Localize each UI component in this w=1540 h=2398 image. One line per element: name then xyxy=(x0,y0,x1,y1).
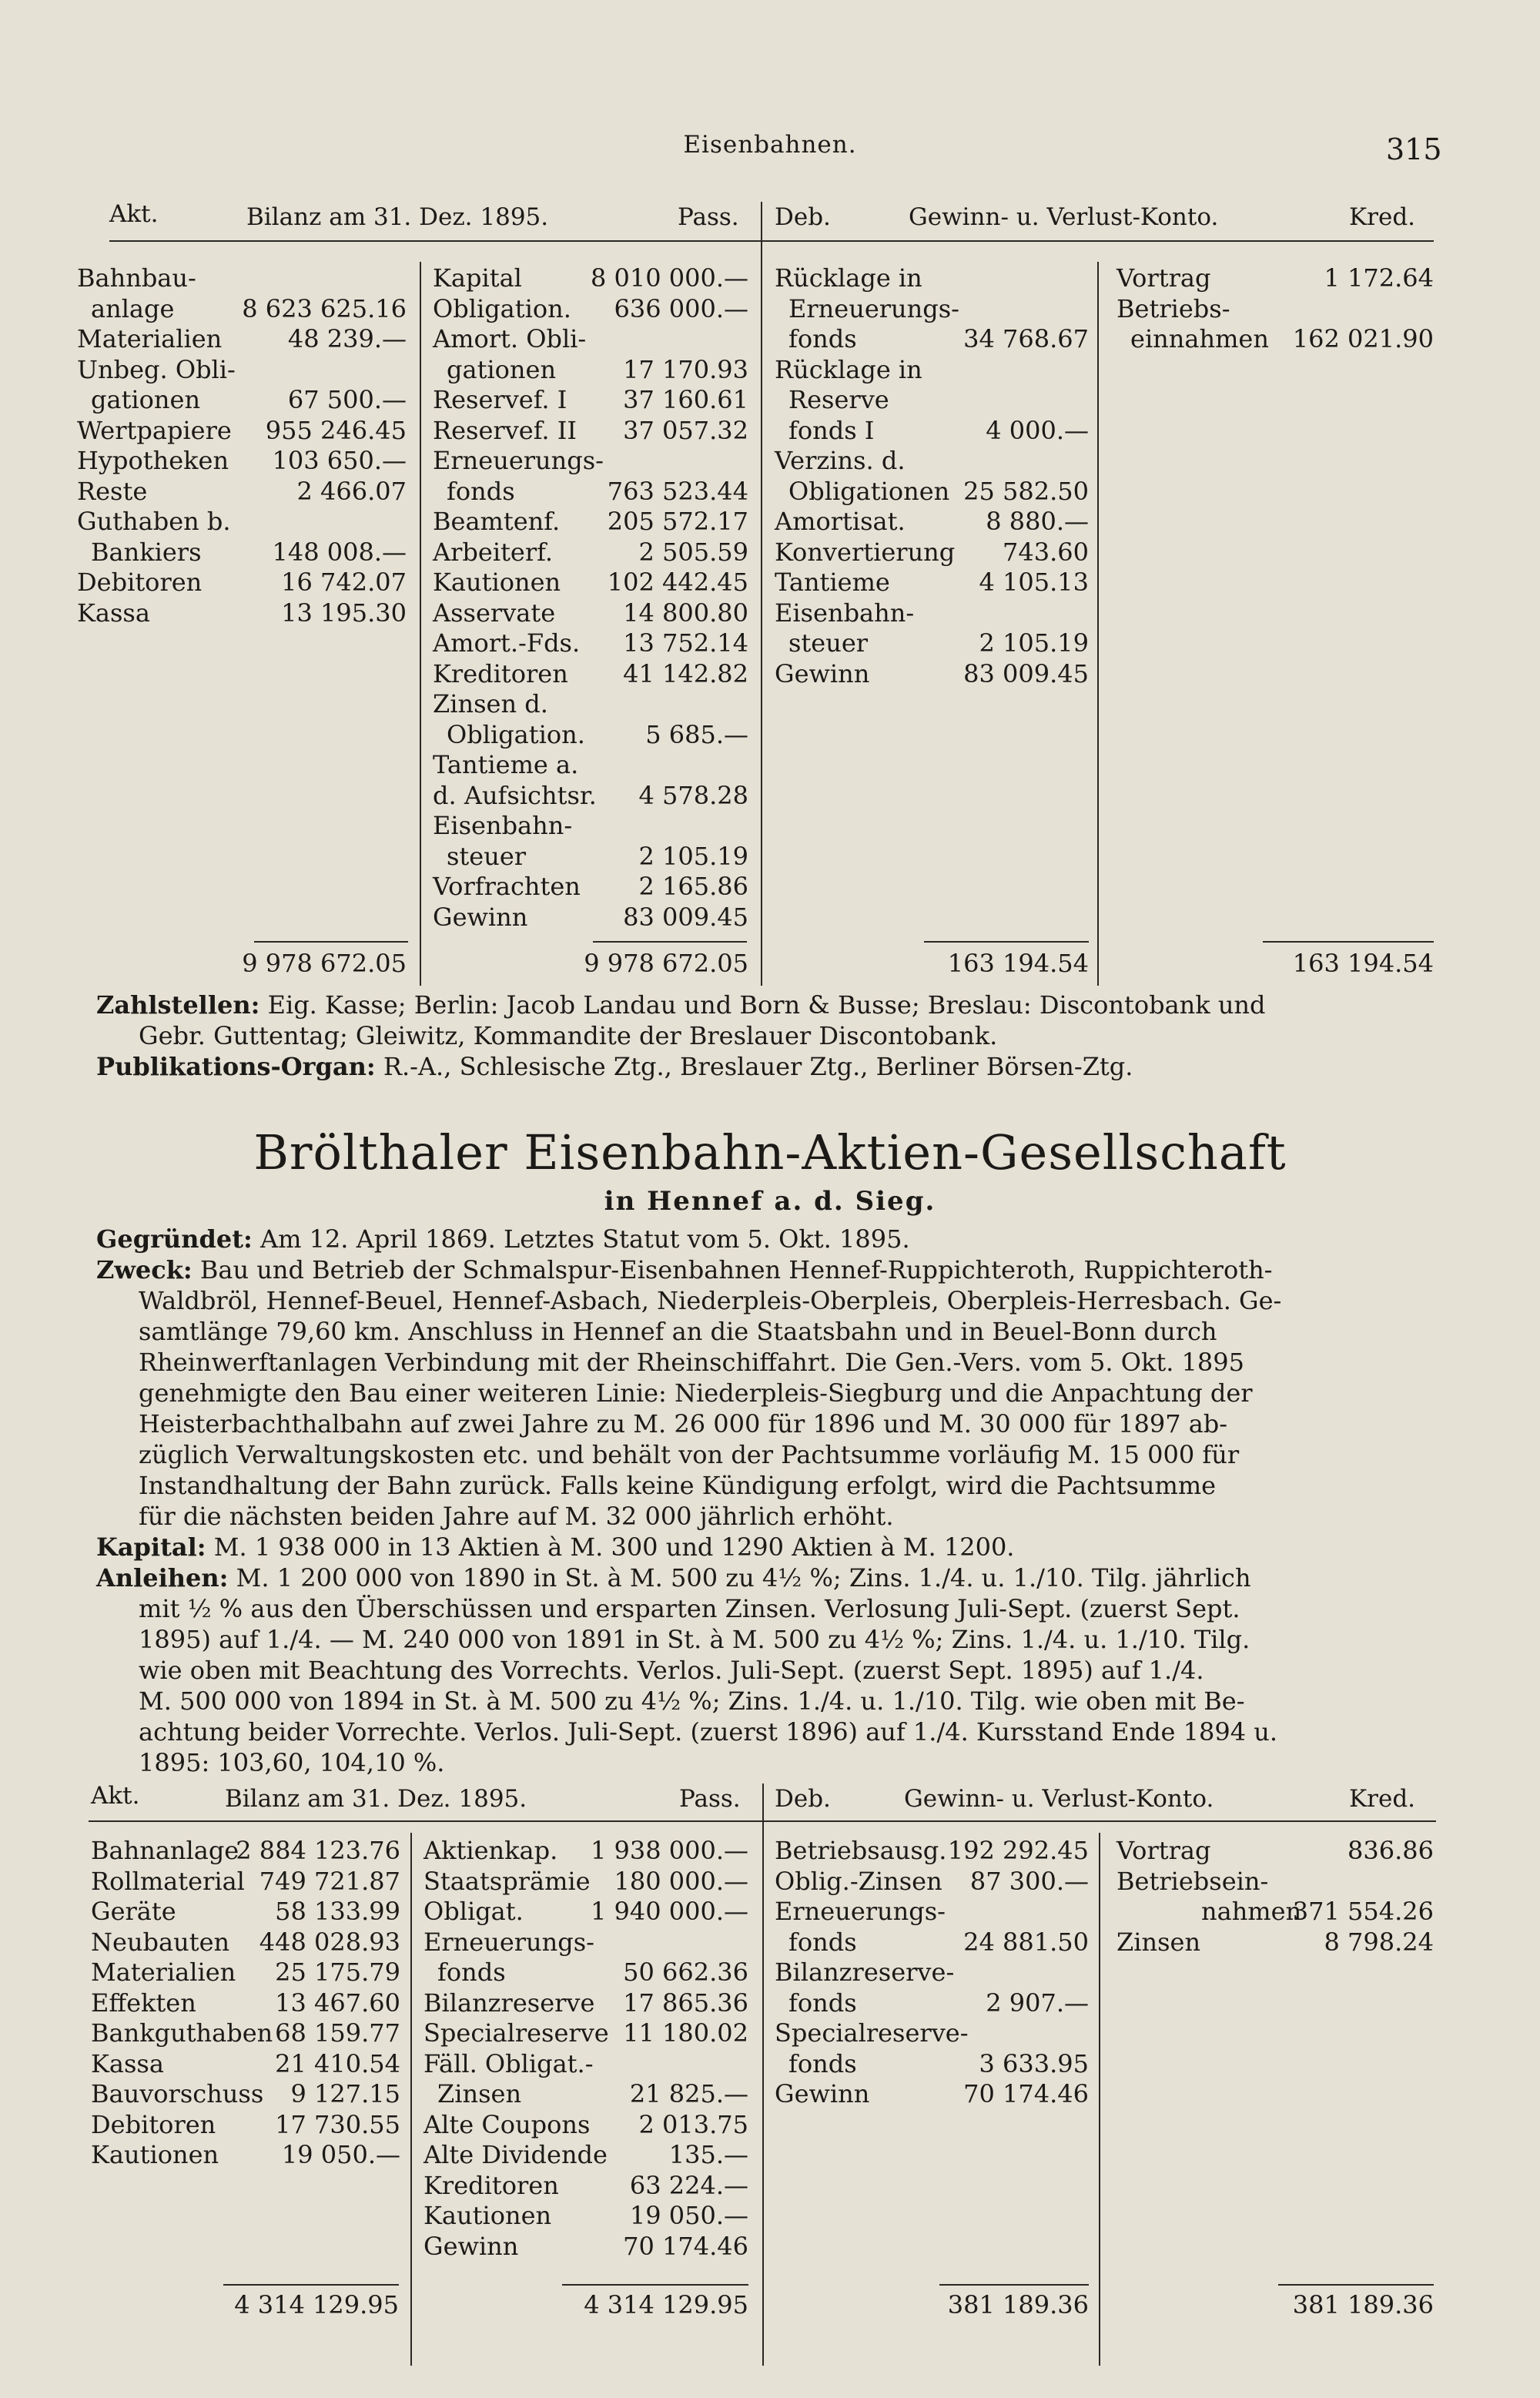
table-row: Debitoren 16 742.07 xyxy=(77,568,407,597)
table-row: Bahnanlage 2 884 123.76 xyxy=(91,1836,400,1865)
bottom-bilanz-divider xyxy=(410,1833,412,2366)
top-bilanz-total-assets: 9 978 672.05 xyxy=(242,949,407,978)
table-row: Gewinn 83 009.45 xyxy=(775,658,1089,688)
anleihen-line-7: 1895: 103,60, 104,10 %. xyxy=(139,1748,445,1777)
bottom-guv-credit-total-rule xyxy=(1278,2284,1434,2286)
table-row: fonds 34 768.67 xyxy=(788,324,1089,353)
kapital-line: Kapital: M. 1 938 000 in 13 Aktien à M. 300 und 1290 Aktien à M. 1200. xyxy=(96,1532,1015,1562)
table-row: Asservate 14 800.80 xyxy=(433,598,748,628)
section-header: Eisenbahnen. xyxy=(683,131,857,159)
table-row: gationen 67 500.— xyxy=(91,385,407,414)
anleihen-line-4: wie oben mit Beachtung des Vorrechts. Verlos. Juli-Sept. (zuerst Sept. 1895) auf 1./4. xyxy=(139,1656,1204,1685)
top-bilanz-liab-total-rule xyxy=(593,941,747,943)
table-row: fonds 2 907.— xyxy=(788,1988,1089,2018)
zahlstellen-continuation: Gebr. Guttentag; Gleiwitz, Kommandite der Breslauer Discontobank. xyxy=(139,1021,998,1050)
bottom-bilanz-liab-total-rule xyxy=(562,2284,748,2286)
table-row: Materialien 25 175.79 xyxy=(91,1958,400,1987)
table-row: Arbeiterf. 2 505.59 xyxy=(433,537,748,567)
bottom-guv-credit xyxy=(1116,1836,1434,1958)
table-row: Reservef. II 37 057.32 xyxy=(433,415,748,445)
top-guv-total-debit: 163 194.54 xyxy=(947,949,1089,978)
top-guv-credit-total-rule xyxy=(1263,941,1434,943)
anleihen-line-6: achtung beider Vorrechte. Verlos. Juli-Sept. (zuerst 1896) auf 1./4. Kursstand Ende 1894 u. xyxy=(139,1717,1278,1747)
table-row: Staatsprämie 180 000.— xyxy=(424,1866,748,1896)
anleihen-line-1: Anleihen: M. 1 200 000 von 1890 in St. à M. 500 zu 4½ %; Zins. 1./4. u. 1./10. Tilg. jährlich xyxy=(96,1563,1251,1593)
table-row: Alte Dividende 135.— xyxy=(424,2140,748,2169)
table-row: nahmen 371 554.26 xyxy=(1201,1897,1434,1926)
table-row: Verzins. d. xyxy=(775,446,906,475)
bottom-guv-debit xyxy=(775,1836,1089,2110)
table-row: Wertpapiere 955 246.45 xyxy=(77,415,407,445)
table-row: steuer 2 105.19 xyxy=(788,628,1089,658)
zweck-line-1: Zweck: Bau und Betrieb der Schmalspur-Eisenbahnen Hennef-Ruppichteroth, Ruppichteroth- xyxy=(96,1255,1273,1284)
zweck-line-2: Waldbröl, Hennef-Beuel, Hennef-Asbach, Niederpleis-Oberpleis, Oberpleis-Herresbach. Ge- xyxy=(139,1286,1282,1315)
top-bilanz-assets xyxy=(77,263,407,628)
zweck-line-6: Heisterbachthalbahn auf zwei Jahre zu M. 26 000 für 1896 und M. 30 000 für 1897 ab- xyxy=(139,1409,1228,1438)
bottom-guv-divider xyxy=(1099,1833,1100,2366)
publikations-organ-line: Publikations-Organ: R.-A., Schlesische Ztg., Breslauer Ztg., Berliner Börsen-Ztg. xyxy=(96,1052,1133,1081)
page-number: 315 xyxy=(1386,132,1442,166)
table-row: fonds I 4 000.— xyxy=(788,415,1089,445)
top-bilanz-divider xyxy=(420,262,421,986)
gegruendet-line: Gegründet: Am 12. April 1869. Letztes Statut vom 5. Okt. 1895. xyxy=(96,1224,910,1254)
bottom-bilanz-akt-label: Akt. xyxy=(91,1782,140,1810)
zweck-line-5: genehmigte den Bau einer weiteren Linie: Niederpleis-Siegburg und die Anpachtung der xyxy=(139,1378,1253,1408)
table-row: Reservef. I 37 160.61 xyxy=(433,385,748,414)
table-row: Debitoren 17 730.55 xyxy=(91,2109,400,2139)
table-row: Beamtenf. 205 572.17 xyxy=(433,507,748,536)
table-row: Kapital 8 010 000.— xyxy=(433,263,748,293)
company-location: in Hennef a. d. Sieg. xyxy=(604,1186,936,1217)
zweck-line-4: Rheinwerftanlagen Verbindung mit der Rheinschiffahrt. Die Gen.-Vers. vom 5. Okt. 1895 xyxy=(139,1348,1244,1377)
table-row: Vortrag 1 172.64 xyxy=(1116,263,1434,293)
bottom-guv-total-debit: 381 189.36 xyxy=(947,2290,1089,2319)
table-row: Bilanzreserve 17 865.36 xyxy=(424,1988,748,2018)
table-row: Bahnbau- xyxy=(77,263,196,293)
top-bilanz-assets-total-rule xyxy=(254,941,408,943)
table-row: fonds 50 662.36 xyxy=(437,1958,748,1987)
top-guv-credit xyxy=(1116,263,1434,355)
top-bilanz-liabilities xyxy=(433,263,748,933)
zweck-line-3: samtlänge 79,60 km. Anschluss in Hennef an die Staatsbahn und in Beuel-Bonn durch xyxy=(139,1317,1217,1346)
top-center-divider xyxy=(761,202,762,986)
zweck-line-7: züglich Verwaltungskosten etc. und behält von der Pachtsumme vorläufig M. 15 000 für xyxy=(139,1440,1240,1469)
table-row: Bauvorschuss 9 127.15 xyxy=(91,2079,400,2108)
table-row: Erneuerungs- xyxy=(775,1897,946,1926)
table-row: Kautionen 102 442.45 xyxy=(433,568,748,597)
zahlstellen-line: Zahlstellen: Eig. Kasse; Berlin: Jacob Landau und Born & Busse; Breslau: Discontobank und xyxy=(96,990,1266,1020)
table-row: Vorfrachten 2 165.86 xyxy=(433,872,748,901)
table-row: Gewinn 83 009.45 xyxy=(433,902,748,932)
table-row: Aktienkap. 1 938 000.— xyxy=(424,1836,748,1865)
table-row: fonds 24 881.50 xyxy=(788,1927,1089,1957)
table-row: Obligationen 25 582.50 xyxy=(788,476,1089,506)
bottom-bilanz-total-assets: 4 314 129.95 xyxy=(234,2290,399,2319)
top-guv-total-credit: 163 194.54 xyxy=(1292,949,1434,978)
top-bilanz-total-liabilities: 9 978 672.05 xyxy=(584,949,748,978)
table-row: Specialreserve 11 180.02 xyxy=(424,2018,748,2048)
bottom-guv-title: Gewinn- u. Verlust-Konto. xyxy=(904,1785,1214,1813)
table-row: Kautionen 19 050.— xyxy=(91,2140,400,2169)
bottom-bilanz-total-liabilities: 4 314 129.95 xyxy=(584,2290,748,2319)
table-row: Neubauten 448 028.93 xyxy=(91,1927,400,1957)
table-row: Amortisat. 8 880.— xyxy=(775,507,1089,536)
table-row: Bilanzreserve- xyxy=(775,1958,955,1987)
top-bilanz-pass-label: Pass. xyxy=(678,203,739,231)
zweck-line-8: Instandhaltung der Bahn zurück. Falls keine Kündigung erfolgt, wird die Pachtsumme xyxy=(139,1471,1217,1500)
bottom-guv-total-credit: 381 189.36 xyxy=(1292,2290,1434,2319)
anleihen-line-3: 1895) auf 1./4. — M. 240 000 von 1891 in St. à M. 500 zu 4½ %; Zins. 1./4. u. 1./10. Tilg. xyxy=(139,1625,1250,1654)
bottom-guv-debit-total-rule xyxy=(939,2284,1089,2286)
table-row: Rollmaterial 749 721.87 xyxy=(91,1866,400,1896)
table-row: anlage 8 623 625.16 xyxy=(91,293,407,323)
bottom-bilanz-title: Bilanz am 31. Dez. 1895. xyxy=(225,1785,527,1813)
zweck-line-9: für die nächsten beiden Jahre auf M. 32 000 jährlich erhöht. xyxy=(139,1502,894,1531)
table-row: Reserve xyxy=(788,385,889,414)
table-row: Effekten 13 467.60 xyxy=(91,1988,400,2018)
table-row: Bankiers 148 008.— xyxy=(91,537,407,567)
table-row: Specialreserve- xyxy=(775,2018,969,2048)
table-row: Hypotheken 103 650.— xyxy=(77,446,407,475)
table-row: Tantieme 4 105.13 xyxy=(775,568,1089,597)
table-row: Eisenbahn- xyxy=(775,598,915,628)
table-row: Reste 2 466.07 xyxy=(77,476,407,506)
top-guv-divider xyxy=(1097,262,1099,986)
top-header-rule xyxy=(109,240,1434,242)
top-bilanz-akt-label: Akt. xyxy=(109,200,159,228)
table-row: Geräte 58 133.99 xyxy=(91,1897,400,1926)
table-row: Zinsen d. xyxy=(433,689,548,718)
table-row: Kreditoren 41 142.82 xyxy=(433,658,748,688)
table-row: Kautionen 19 050.— xyxy=(424,2201,748,2230)
table-row: Tantieme a. xyxy=(433,750,579,779)
table-row: Vortrag 836.86 xyxy=(1116,1836,1434,1865)
table-row: d. Aufsichtsr. 4 578.28 xyxy=(433,780,748,810)
table-row: fonds 3 633.95 xyxy=(788,2048,1089,2078)
bottom-bilanz-assets xyxy=(91,1836,400,2171)
table-row: Amort.-Fds. 13 752.14 xyxy=(433,628,748,658)
table-row: Betriebs- xyxy=(1116,293,1230,323)
bottom-bilanz-liabilities xyxy=(424,1836,748,2262)
table-row: Rücklage in xyxy=(775,263,922,293)
table-row: fonds 763 523.44 xyxy=(447,476,748,506)
table-row: Obligation. 5 685.— xyxy=(447,719,748,749)
table-row: Obligation. 636 000.— xyxy=(433,293,748,323)
bottom-center-divider xyxy=(762,1783,764,2366)
table-row: Betriebsein- xyxy=(1116,1866,1269,1896)
table-row: Konvertierung 743.60 xyxy=(775,537,1089,567)
table-row: Eisenbahn- xyxy=(433,811,573,840)
bottom-guv-deb-label: Deb. xyxy=(775,1785,831,1813)
bottom-bilanz-pass-label: Pass. xyxy=(679,1785,741,1813)
table-row: Materialien 48 239.— xyxy=(77,324,407,353)
table-row: Erneuerungs- xyxy=(788,293,959,323)
table-row: Guthaben b. xyxy=(77,507,231,536)
table-row: Erneuerungs- xyxy=(433,446,604,475)
top-guv-debit xyxy=(775,263,1089,689)
company-title: Brölthaler Eisenbahn-Aktien-Gesellschaft xyxy=(253,1124,1287,1181)
table-row: Obligat. 1 940 000.— xyxy=(424,1897,748,1926)
anleihen-line-2: mit ½ % aus den Überschüssen und ersparten Zinsen. Verlosung Juli-Sept. (zuerst Sept. xyxy=(139,1594,1240,1623)
table-row: Gewinn 70 174.46 xyxy=(424,2231,748,2261)
table-row: Amort. Obli- xyxy=(433,324,587,353)
table-row: Zinsen 21 825.— xyxy=(437,2079,748,2108)
top-guv-debit-total-rule xyxy=(924,941,1089,943)
table-row: Kassa 21 410.54 xyxy=(91,2048,400,2078)
table-row: steuer 2 105.19 xyxy=(447,841,748,871)
table-row: Kassa 13 195.30 xyxy=(77,598,407,628)
table-row: Betriebsausg. 192 292.45 xyxy=(775,1836,1089,1865)
anleihen-line-5: M. 500 000 von 1894 in St. à M. 500 zu 4½ %; Zins. 1./4. u. 1./10. Tilg. wie oben mit Be- xyxy=(139,1686,1245,1716)
bottom-bilanz-assets-total-rule xyxy=(223,2284,399,2286)
table-row: Erneuerungs- xyxy=(424,1927,594,1957)
table-row: gationen 17 170.93 xyxy=(447,354,748,384)
table-row: Oblig.-Zinsen 87 300.— xyxy=(775,1866,1089,1896)
table-row: Zinsen 8 798.24 xyxy=(1116,1927,1434,1957)
bottom-guv-kred-label: Kred. xyxy=(1349,1785,1416,1813)
top-guv-deb-label: Deb. xyxy=(775,203,831,231)
table-row: einnahmen 162 021.90 xyxy=(1130,324,1434,353)
top-guv-kred-label: Kred. xyxy=(1349,203,1416,231)
table-row: Rücklage in xyxy=(775,354,922,384)
table-row: Bankguthaben 68 159.77 xyxy=(91,2018,400,2048)
top-guv-title: Gewinn- u. Verlust-Konto. xyxy=(909,203,1219,231)
table-row: Alte Coupons 2 013.75 xyxy=(424,2109,748,2139)
table-row: Kreditoren 63 224.— xyxy=(424,2170,748,2200)
table-row: Fäll. Obligat.- xyxy=(424,2048,594,2078)
table-row: Unbeg. Obli- xyxy=(77,354,236,384)
top-bilanz-title: Bilanz am 31. Dez. 1895. xyxy=(246,203,549,231)
table-row: Gewinn 70 174.46 xyxy=(775,2079,1089,2108)
